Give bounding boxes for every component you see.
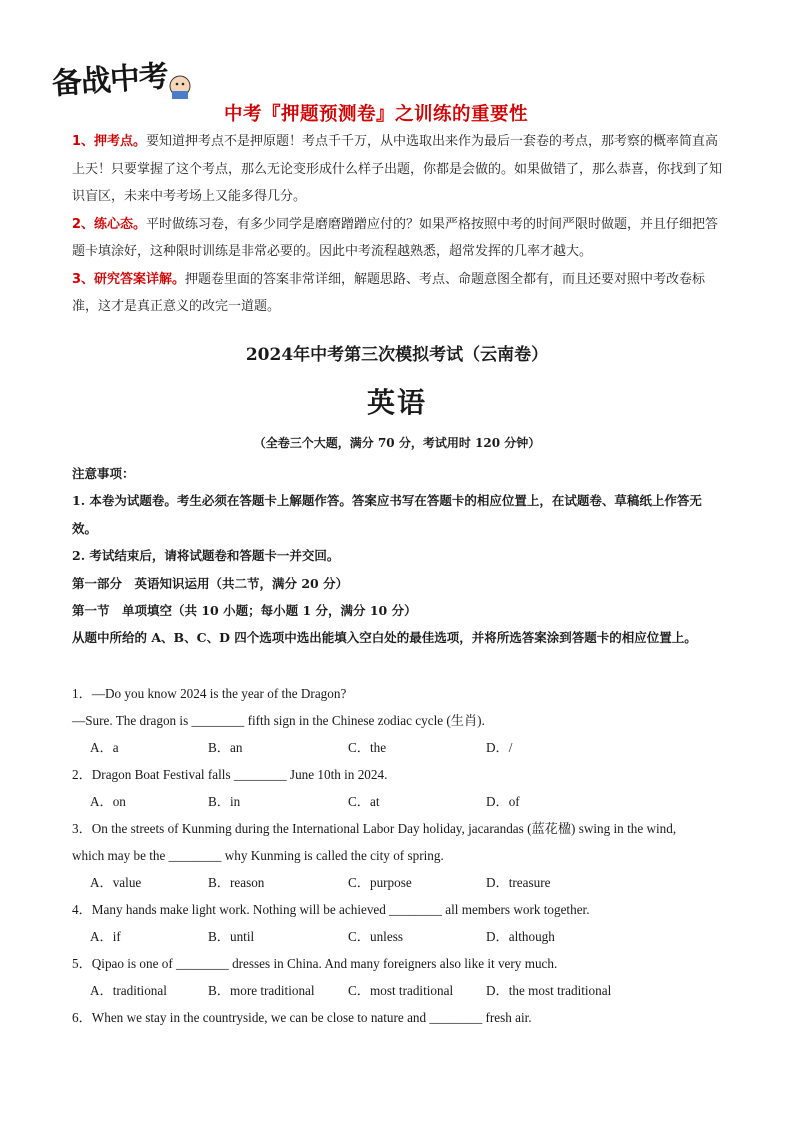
option: A．a xyxy=(90,740,119,755)
question-text: 5．Qipao is one of ________ dresses in China. And many foreigners also like it very much. xyxy=(72,956,558,971)
question xyxy=(72,896,732,950)
exam-info: （全卷三个大题，满分 70 分，考试用时 120 分钟） xyxy=(253,436,541,450)
question-text: 1．—Do you know 2024 is the year of the Dragon? xyxy=(72,686,347,701)
option-row xyxy=(72,788,732,815)
option: A．traditional xyxy=(90,983,167,998)
option: C．unless xyxy=(348,929,403,944)
tip-head: 3、研究答案详解。 xyxy=(72,271,186,287)
question xyxy=(72,1004,732,1031)
option-row xyxy=(72,734,732,761)
option: C．at xyxy=(348,794,380,809)
tip-body: 要知道押考点不是押原题！考点千千万，从中选取出来作为最后一套卷的考点，那考察的概率简直高上天！只要掌握了这个考点，那么无论变形成什么样子出题，你都是会做的。如果做错了，那么恭喜，你找到了知识盲区，未来中考考场上又能多得几分。 xyxy=(72,134,723,204)
question-text: 2．Dragon Boat Festival falls ________ June 10th in 2024. xyxy=(72,767,388,782)
option: B．until xyxy=(208,929,255,944)
banner-title: 中考『押题预测卷』之训练的重要性 xyxy=(224,104,529,125)
option: B．in xyxy=(208,794,241,809)
option: D．of xyxy=(486,794,520,809)
notes-section xyxy=(72,460,724,652)
tip-head: 1、押考点。 xyxy=(72,134,147,149)
option: D．treasure xyxy=(486,875,551,890)
option: A．value xyxy=(90,875,142,890)
part-heading: 第一部分 英语知识运用（共二节，满分 20 分） xyxy=(72,575,349,591)
logo xyxy=(50,58,194,108)
tip-head: 2、练心态。 xyxy=(72,216,147,232)
question-list xyxy=(72,680,732,1031)
logo-text: 备战中考 xyxy=(50,58,170,103)
instruction: 从题中所给的 A、B、C、D 四个选项中选出能填入空白处的最佳选项，并将所选答案涂到答题卡的相应位置上。 xyxy=(72,630,697,646)
option: D．the most traditional xyxy=(486,983,612,998)
tip-item xyxy=(72,128,724,211)
option: C．most traditional xyxy=(348,983,454,998)
option: D．although xyxy=(486,929,555,944)
question-text: 6．When we stay in the countryside, we can be close to nature and ________ fresh air. xyxy=(72,1010,532,1025)
option: B．reason xyxy=(208,875,265,890)
question-text: which may be the ________ why Kunming is called the city of spring. xyxy=(72,848,444,863)
notes-heading: 注意事项： xyxy=(72,466,135,481)
tip-item xyxy=(72,266,724,321)
tip-body: 押题卷里面的答案非常详细，解题思路、考点、命题意图全都有，而且还要对照中考改卷标准，这才是真正意义的改完一道题。 xyxy=(72,271,706,314)
option-row xyxy=(72,977,732,1004)
question-text: 4．Many hands make light work. Nothing will be achieved ________ all members work together. xyxy=(72,902,590,917)
tips-section xyxy=(72,128,724,321)
question xyxy=(72,815,732,896)
option: B．more traditional xyxy=(208,983,315,998)
option-row xyxy=(72,869,732,896)
option-row xyxy=(72,923,732,950)
question-text: 3．On the streets of Kunming during the International Labor Day holiday, jacarandas (蓝花楹) swing in the wind, xyxy=(72,821,677,836)
question xyxy=(72,761,732,815)
tip-item xyxy=(72,211,724,266)
exam-title: 2024年中考第三次模拟考试（云南卷） xyxy=(245,345,549,365)
question xyxy=(72,950,732,1004)
option: A．if xyxy=(90,929,121,944)
option: B．an xyxy=(208,740,243,755)
section-heading: 第一节 单项填空（共 10 小题；每小题 1 分，满分 10 分） xyxy=(72,603,417,619)
question xyxy=(72,680,732,761)
option: A．on xyxy=(90,794,126,809)
question-text: —Sure. The dragon is ________ fifth sign in the Chinese zodiac cycle (生肖). xyxy=(72,713,485,728)
option: C．the xyxy=(348,740,387,755)
notes-item: 1. 本卷为试题卷。考生必须在答题卡上解题作答。答案应书写在答题卡的相应位置上，在试题卷、草稿纸上作答无效。 xyxy=(72,493,702,536)
notes-item: 2. 考试结束后，请将试题卷和答题卡一并交回。 xyxy=(72,548,340,564)
subject-title: 英语 xyxy=(366,386,427,419)
option: C．purpose xyxy=(348,875,412,890)
option: D．/ xyxy=(486,740,513,755)
tip-body: 平时做练习卷，有多少同学是磨磨蹭蹭应付的？如果严格按照中考的时间严限时做题，并且仔细把答题卡填涂好，这种限时训练是非常必要的。因此中考流程越熟悉，超常发挥的几率才越大。 xyxy=(72,216,719,259)
